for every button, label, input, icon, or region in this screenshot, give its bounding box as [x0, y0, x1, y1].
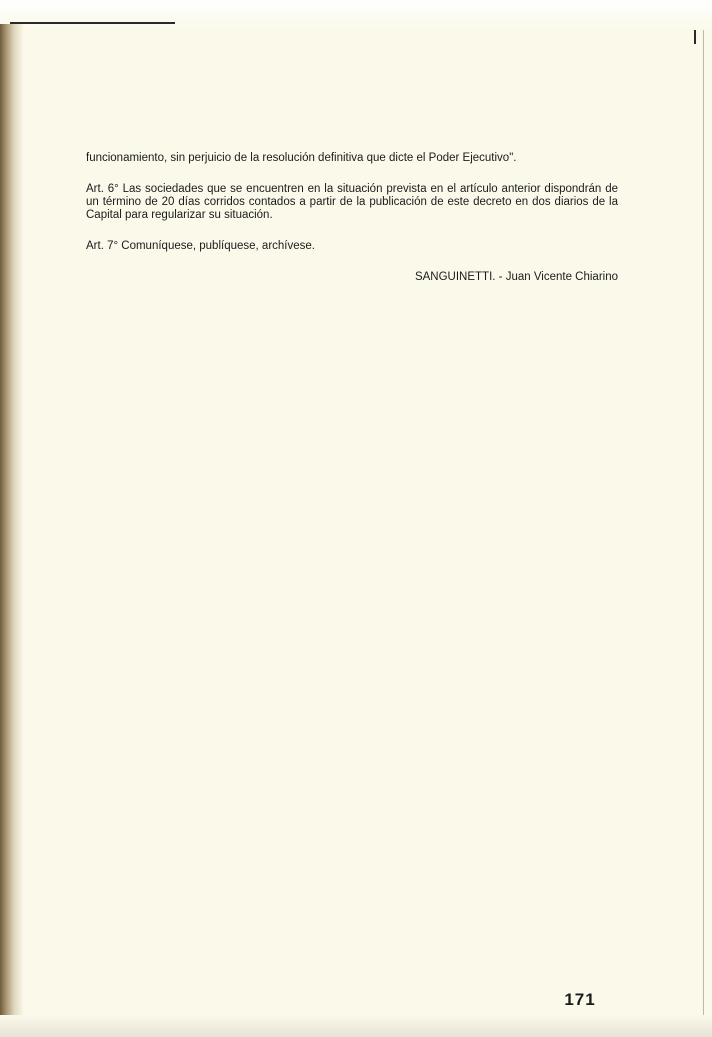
document-body: [86, 152, 618, 284]
header-rule: [10, 22, 175, 24]
page-number: 171: [564, 990, 596, 1009]
page-bottom-edge: [0, 1015, 712, 1037]
paragraph-article-7: Art. 7° Comuníquese, publíquese, archívese.: [86, 240, 315, 252]
paragraph-article-6: Art. 6° Las sociedades que se encuentren en la situación prevista en el artículo anterior dispondrán de un término de 20 días corridos contados a partir de la publicación de este decreto en dos diarios de la Capital para regularizar su situación.: [86, 183, 618, 221]
paragraph-continuation: funcionamiento, sin perjuicio de la resolución definitiva que dicte el Poder Ejecutivo".: [86, 152, 517, 164]
page-top-margin: [0, 0, 712, 30]
signature-line: SANGUINETTI. - Juan Vicente Chiarino: [414, 271, 618, 283]
binding-shadow: [0, 24, 24, 1037]
crop-mark: [694, 30, 696, 44]
page-right-edge: [703, 30, 704, 1030]
